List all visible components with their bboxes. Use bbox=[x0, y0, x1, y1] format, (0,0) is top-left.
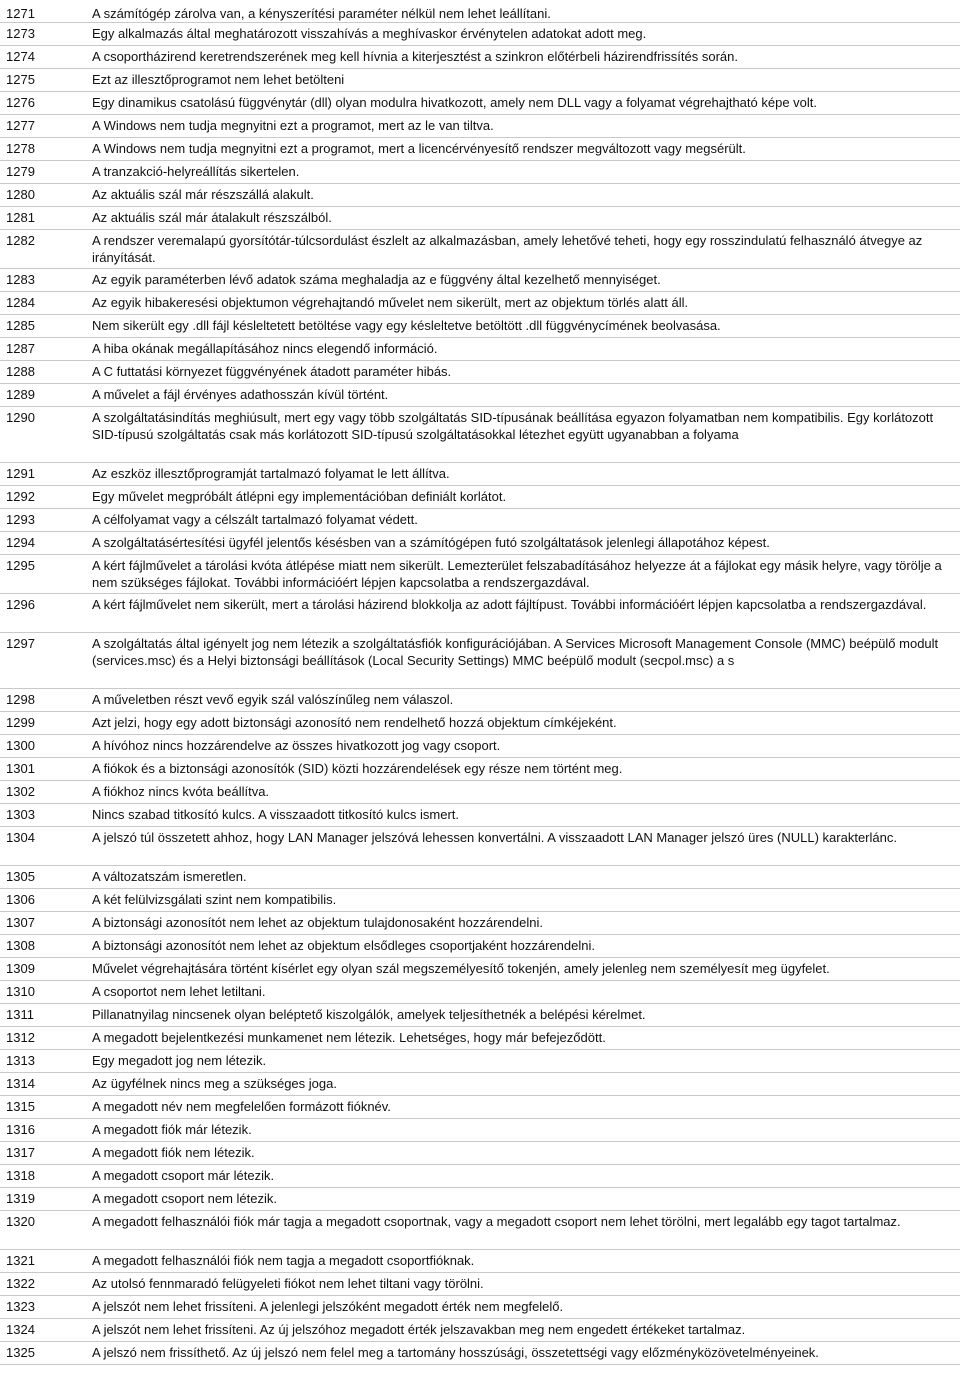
error-code: 1288 bbox=[6, 364, 35, 379]
error-message: A megadott fiók már létezik. bbox=[92, 1122, 252, 1137]
table-row bbox=[0, 1273, 960, 1296]
table-row bbox=[0, 1188, 960, 1211]
table-row bbox=[0, 735, 960, 758]
error-message: A megadott felhasználói fiók már tagja a megadott csoportnak, vagy a megadott csoport nem lehet törölni, mert legalább egy tagot tartalmaz. bbox=[92, 1214, 901, 1229]
error-message: A megadott fiók nem létezik. bbox=[92, 1145, 255, 1160]
error-message: Egy alkalmazás által meghatározott visszahívás a meghívaskor érvénytelen adatokat adott meg. bbox=[92, 26, 647, 41]
error-code: 1306 bbox=[6, 892, 35, 907]
table-row bbox=[0, 184, 960, 207]
error-code: 1310 bbox=[6, 984, 35, 999]
error-message: Az aktuális szál már részszállá alakult. bbox=[92, 187, 314, 202]
error-message: A megadott bejelentkezési munkamenet nem létezik. Lehetséges, hogy már befejeződött. bbox=[92, 1030, 606, 1045]
error-message: A kért fájlművelet a tárolási kvóta átlépése miatt nem sikerült. Lemezterület felszabadításához helyezze át a fájlokat egy másik helyre, vagy törölje a nem szükséges fájlokat. További információért lépjen kapcsolatba a rendszergazdával. bbox=[92, 558, 942, 590]
error-message: A szolgáltatás által igényelt jog nem létezik a szolgáltatásfiók konfigurációjában. A Services Microsoft Management Console (MMC) beépülő modult (services.msc) és a Helyi biztonsági beállítások (Local Security Settings) MMC beépülő modult (secpol.msc) a s bbox=[92, 636, 939, 668]
table-row bbox=[0, 269, 960, 292]
table-row bbox=[0, 889, 960, 912]
error-message: Az utolsó fennmaradó felügyeleti fiókot nem lehet tiltani vagy törölni. bbox=[92, 1276, 484, 1291]
error-message: A hiba okának megállapításához nincs elegendő információ. bbox=[92, 341, 438, 356]
error-code: 1275 bbox=[6, 72, 35, 87]
table-row bbox=[0, 138, 960, 161]
table-row bbox=[0, 981, 960, 1004]
table-row bbox=[0, 1004, 960, 1027]
table-row bbox=[0, 781, 960, 804]
error-code: 1281 bbox=[6, 210, 35, 225]
table-row bbox=[0, 935, 960, 958]
error-message: Egy megadott jog nem létezik. bbox=[92, 1053, 267, 1068]
error-code: 1291 bbox=[6, 466, 35, 481]
error-message: Az eszköz illesztőprogramját tartalmazó folyamat le lett állítva. bbox=[92, 466, 450, 481]
error-message: A Windows nem tudja megnyitni ezt a programot, mert az le van tiltva. bbox=[92, 118, 494, 133]
error-code: 1273 bbox=[6, 26, 35, 41]
table-row bbox=[0, 338, 960, 361]
error-code: 1274 bbox=[6, 49, 35, 64]
error-message: Nem sikerült egy .dll fájl késleltetett betöltése vagy egy késleltetve betöltött .dll függvénycímének beolvasása. bbox=[92, 318, 721, 333]
error-message: A számítógép zárolva van, a kényszerítési paraméter nélkül nem lehet leállítani. bbox=[92, 6, 551, 21]
error-code: 1284 bbox=[6, 295, 35, 310]
error-message: A változatszám ismeretlen. bbox=[92, 869, 247, 884]
error-message: A célfolyamat vagy a célszált tartalmazó folyamat védett. bbox=[92, 512, 418, 527]
error-message: A műveletben részt vevő egyik szál valószínűleg nem válaszol. bbox=[92, 692, 454, 707]
table-row bbox=[0, 509, 960, 532]
error-message: A tranzakció-helyreállítás sikertelen. bbox=[92, 164, 300, 179]
table-row bbox=[0, 912, 960, 935]
error-message: Az aktuális szál már átalakult részszálból. bbox=[92, 210, 332, 225]
error-message: A kért fájlművelet nem sikerült, mert a tárolási házirend blokkolja az adott fájltípust. További információért lépjen kapcsolatba a rendszergazdával. bbox=[92, 597, 927, 612]
error-code: 1285 bbox=[6, 318, 35, 333]
error-message: A fiókok és a biztonsági azonosítók (SID) közti hozzárendelések egy része nem történt meg. bbox=[92, 761, 623, 776]
error-code: 1319 bbox=[6, 1191, 35, 1206]
table-row bbox=[0, 1211, 960, 1250]
error-code: 1283 bbox=[6, 272, 35, 287]
table-row bbox=[0, 69, 960, 92]
error-message: Az ügyfélnek nincs meg a szükséges joga. bbox=[92, 1076, 337, 1091]
error-message: A biztonsági azonosítót nem lehet az objektum tulajdonosaként hozzárendelni. bbox=[92, 915, 543, 930]
error-code: 1321 bbox=[6, 1253, 35, 1268]
error-code: 1280 bbox=[6, 187, 35, 202]
table-row bbox=[0, 292, 960, 315]
error-code: 1305 bbox=[6, 869, 35, 884]
error-message: A megadott csoport nem létezik. bbox=[92, 1191, 277, 1206]
error-message: A jelszó túl összetett ahhoz, hogy LAN Manager jelszóvá lehessen konvertálni. A visszaadott LAN Manager jelszó üres (NULL) karakterlánc. bbox=[92, 830, 897, 845]
error-code: 1301 bbox=[6, 761, 35, 776]
error-code: 1294 bbox=[6, 535, 35, 550]
table-row bbox=[0, 207, 960, 230]
error-message: A jelszó nem frissíthető. Az új jelszó nem felel meg a tartomány hosszúsági, összetettségi vagy előzményközövetelményeinek. bbox=[92, 1345, 819, 1360]
error-code: 1296 bbox=[6, 597, 35, 612]
table-row bbox=[0, 633, 960, 689]
error-code: 1290 bbox=[6, 410, 35, 425]
table-row bbox=[0, 804, 960, 827]
table-row bbox=[0, 230, 960, 269]
error-code: 1314 bbox=[6, 1076, 35, 1091]
table-row bbox=[0, 827, 960, 866]
error-code: 1324 bbox=[6, 1322, 35, 1337]
error-code: 1304 bbox=[6, 830, 35, 845]
table-row bbox=[0, 384, 960, 407]
error-message: Nincs szabad titkosító kulcs. A visszaadott titkosító kulcs ismert. bbox=[92, 807, 460, 822]
table-row bbox=[0, 958, 960, 981]
error-code: 1297 bbox=[6, 636, 35, 651]
error-code: 1307 bbox=[6, 915, 35, 930]
table-row bbox=[0, 361, 960, 384]
error-message: Egy művelet megpróbált átlépni egy implementációban definiált korlátot. bbox=[92, 489, 507, 504]
table-row bbox=[0, 532, 960, 555]
table-row bbox=[0, 1050, 960, 1073]
error-code: 1322 bbox=[6, 1276, 35, 1291]
error-code: 1271 bbox=[6, 6, 35, 21]
error-message: A hívóhoz nincs hozzárendelve az összes hivatkozott jog vagy csoport. bbox=[92, 738, 501, 753]
error-message: Pillanatnyilag nincsenek olyan beléptető kiszolgálók, amelyek teljesíthetnék a belépési kérelmet. bbox=[92, 1007, 646, 1022]
table-row bbox=[0, 315, 960, 338]
error-message: Azt jelzi, hogy egy adott biztonsági azonosító nem rendelhető hozzá objektum címkéjeként. bbox=[92, 715, 617, 730]
error-message: Ezt az illesztőprogramot nem lehet betölteni bbox=[92, 72, 345, 87]
error-message: A biztonsági azonosítót nem lehet az objektum elsődleges csoportjaként hozzárendelni. bbox=[92, 938, 595, 953]
error-code: 1282 bbox=[6, 233, 35, 248]
table-row bbox=[0, 23, 960, 46]
error-message: A Windows nem tudja megnyitni ezt a programot, mert a licencérvényesítő rendszer megváltozott vagy megsérült. bbox=[92, 141, 746, 156]
table-row bbox=[0, 92, 960, 115]
error-message: Művelet végrehajtására történt kísérlet egy olyan szál megszemélyesítő tokenjén, amely jelenleg nem személyesít meg ügyfelet. bbox=[92, 961, 830, 976]
table-row bbox=[0, 1027, 960, 1050]
error-message: A C futtatási környezet függvényének átadott paraméter hibás. bbox=[92, 364, 452, 379]
error-code: 1312 bbox=[6, 1030, 35, 1045]
table-row bbox=[0, 1319, 960, 1342]
error-code: 1303 bbox=[6, 807, 35, 822]
table-row bbox=[0, 1165, 960, 1188]
table-row bbox=[0, 115, 960, 138]
error-message: A jelszót nem lehet frissíteni. Az új jelszóhoz megadott érték jelszavakban meg nem engedett értékeket tartalmaz. bbox=[92, 1322, 746, 1337]
error-code: 1300 bbox=[6, 738, 35, 753]
error-message: A megadott csoport már létezik. bbox=[92, 1168, 275, 1183]
error-message: A jelszót nem lehet frissíteni. A jelenlegi jelszóként megadott érték nem megfelelő. bbox=[92, 1299, 564, 1314]
error-code: 1320 bbox=[6, 1214, 35, 1229]
table-row bbox=[0, 1096, 960, 1119]
table-row bbox=[0, 555, 960, 594]
error-message: A művelet a fájl érvényes adathosszán kívül történt. bbox=[92, 387, 389, 402]
table-row bbox=[0, 866, 960, 889]
table-row bbox=[0, 594, 960, 633]
error-code: 1292 bbox=[6, 489, 35, 504]
error-code: 1311 bbox=[6, 1007, 34, 1022]
table-row bbox=[0, 1250, 960, 1273]
error-code: 1309 bbox=[6, 961, 35, 976]
error-message: Egy dinamikus csatolású függvénytár (dll) olyan modulra hivatkozott, amely nem DLL vagy a folyamat végrehajtható képe volt. bbox=[92, 95, 817, 110]
error-code: 1299 bbox=[6, 715, 35, 730]
table-row bbox=[0, 46, 960, 69]
error-code: 1278 bbox=[6, 141, 35, 156]
error-message: A csoportházirend keretrendszerének meg kell hívnia a kiterjesztést a szinkron előtérbeli házirendfrissítés során. bbox=[92, 49, 738, 64]
error-code: 1276 bbox=[6, 95, 35, 110]
error-code: 1318 bbox=[6, 1168, 35, 1183]
error-code: 1277 bbox=[6, 118, 35, 133]
error-message: A szolgáltatásindítás meghiúsult, mert egy vagy több szolgáltatás SID-típusának beállítása egyazon folyamatban nem kompatibilis. Egy korlátozott SID-típusú szolgáltatás csak más korlátozott SID-típusú szolgáltatásokkal létezhet együtt ugyanabban a folyama bbox=[92, 410, 934, 442]
table-row bbox=[0, 689, 960, 712]
table-row bbox=[0, 407, 960, 463]
table-row bbox=[0, 161, 960, 184]
error-code: 1315 bbox=[6, 1099, 35, 1114]
error-code: 1293 bbox=[6, 512, 35, 527]
error-message: A megadott név nem megfelelően formázott fióknév. bbox=[92, 1099, 391, 1114]
table-row bbox=[0, 1342, 960, 1365]
error-code: 1308 bbox=[6, 938, 35, 953]
error-code: 1317 bbox=[6, 1145, 35, 1160]
error-code: 1279 bbox=[6, 164, 35, 179]
error-message: A két felülvizsgálati szint nem kompatibilis. bbox=[92, 892, 337, 907]
error-code: 1323 bbox=[6, 1299, 35, 1314]
table-row bbox=[0, 758, 960, 781]
error-message: Az egyik hibakeresési objektumon végrehajtandó művelet nem sikerült, mert az objektum törlés alatt áll. bbox=[92, 295, 689, 310]
error-code: 1295 bbox=[6, 558, 35, 573]
error-code: 1287 bbox=[6, 341, 35, 356]
error-message: Az egyik paraméterben lévő adatok száma meghaladja az e függvény által kezelhető mennyiséget. bbox=[92, 272, 661, 287]
error-code: 1313 bbox=[6, 1053, 35, 1068]
table-row bbox=[0, 1119, 960, 1142]
table-row bbox=[0, 1296, 960, 1319]
error-message: A csoportot nem lehet letiltani. bbox=[92, 984, 266, 999]
error-message: A fiókhoz nincs kvóta beállítva. bbox=[92, 784, 270, 799]
table-row bbox=[0, 1142, 960, 1165]
table-row bbox=[0, 0, 960, 23]
error-message: A szolgáltatásértesítési ügyfél jelentős késésben van a számítógépen futó szolgáltatások jelenlegi állapotához képest. bbox=[92, 535, 770, 550]
error-code: 1289 bbox=[6, 387, 35, 402]
error-code: 1302 bbox=[6, 784, 35, 799]
error-code: 1298 bbox=[6, 692, 35, 707]
table-row bbox=[0, 486, 960, 509]
error-message: A megadott felhasználói fiók nem tagja a megadott csoportfióknak. bbox=[92, 1253, 475, 1268]
table-row bbox=[0, 463, 960, 486]
table-row bbox=[0, 712, 960, 735]
error-message: A rendszer veremalapú gyorsítótár-túlcsordulást észlelt az alkalmazásban, amely lehetővé teheti, hogy egy rosszindulatú felhasználó átvegye az irányítását. bbox=[92, 233, 923, 265]
error-code: 1325 bbox=[6, 1345, 35, 1360]
error-code: 1316 bbox=[6, 1122, 35, 1137]
table-row bbox=[0, 1073, 960, 1096]
